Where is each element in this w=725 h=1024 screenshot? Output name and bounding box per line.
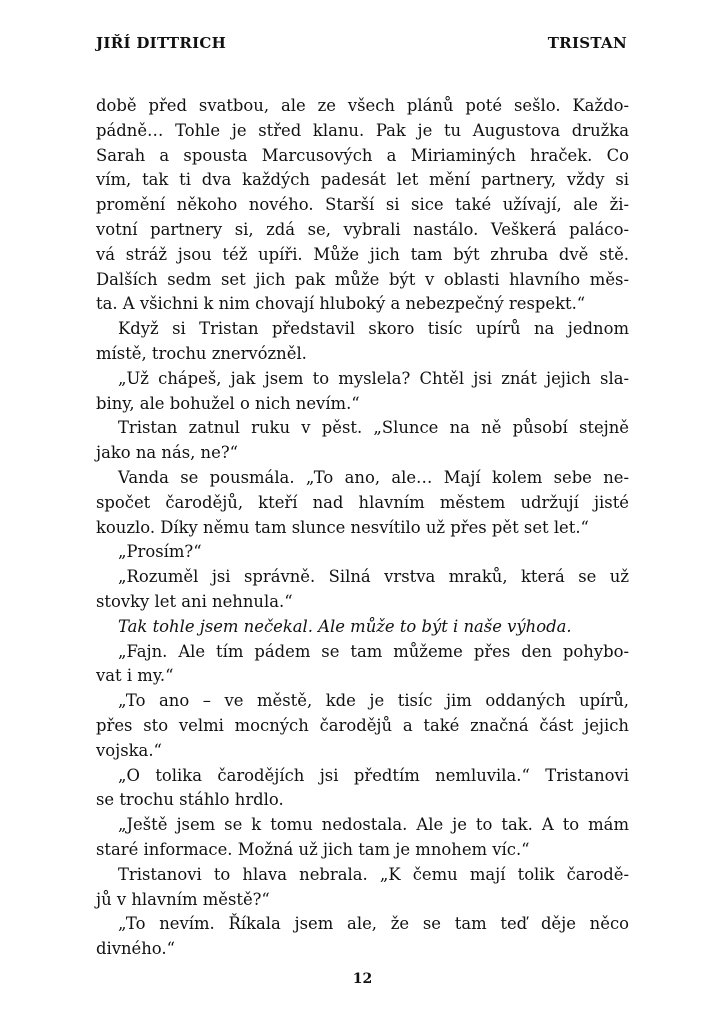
text-line: Tristanovi to hlava nebrala. „K čemu mají tolik čarodě- [118, 864, 629, 884]
text-line: „Prosím?“ [118, 542, 202, 562]
text-line: Dalších sedm set jich pak může být v oblasti hlavního měs- [96, 269, 629, 289]
text-line: Když si Tristan představil skoro tisíc upírů na jednom [118, 319, 629, 339]
text-line: ta. A všichni k nim chovají hluboký a nebezpečný respekt.“ [96, 294, 586, 314]
text-line: jako na nás, ne?“ [96, 443, 238, 463]
body-text [96, 94, 629, 962]
author-name: JIŘÍ DITTRICH [96, 34, 227, 52]
book-title: TRISTAN [547, 34, 627, 52]
text-line: „Ještě jsem se k tomu nedostala. Ale je to tak. A to mám [118, 815, 629, 835]
text-line: biny, ale bohužel o nich nevím.“ [96, 393, 360, 413]
text-line: „To ano – ve městě, kde je tisíc jim oddaných upírů, [118, 691, 629, 711]
text-line: se trochu stáhlo hrdlo. [96, 790, 284, 810]
page-number: 12 [352, 971, 373, 987]
text-line: staré informace. Možná už jich tam je mnohem víc.“ [96, 839, 530, 859]
text-line: „Už chápeš, jak jsem to myslela? Chtěl jsi znát jejich sla- [118, 368, 629, 388]
text-line: spočet čarodějů, kteří nad hlavním městem udržují jisté [96, 492, 629, 512]
text-line: vojska.“ [96, 740, 162, 760]
text-line: místě, trochu znervózněl. [96, 343, 307, 363]
text-line: vá stráž jsou též upíři. Může jich tam být zhruba dvě stě. [96, 244, 629, 264]
text-line: stovky let ani nehnula.“ [96, 591, 293, 611]
text-line: „Rozuměl jsi správně. Silná vrstva mraků, která se už [118, 567, 629, 587]
text-line: Tristan zatnul ruku v pěst. „Slunce na ně působí stejně [118, 418, 629, 438]
text-line: Sarah a spousta Marcusových a Miriaminých hraček. Co [96, 145, 629, 165]
text-line: votní partnery si, zdá se, vybrali nastálo. Veškerá paláco- [96, 219, 629, 239]
text-line: době před svatbou, ale ze všech plánů poté sešlo. Každo- [96, 96, 629, 115]
text-line: Vanda se pousmála. „To ano, ale… Mají kolem sebe ne- [118, 467, 629, 487]
text-line: „To nevím. Říkala jsem ale, že se tam teď děje něco [118, 914, 629, 934]
text-line: přes sto velmi mocných čarodějů a také značná část jejich [96, 715, 629, 735]
text-line: divného.“ [96, 939, 175, 959]
text-line: „O tolika čarodějích jsi předtím nemluvila.“ Tristanovi [118, 765, 629, 785]
text-line: kouzlo. Díky němu tam slunce nesvítilo už přes pět set let.“ [96, 517, 589, 537]
text-line: jů v hlavním městě?“ [96, 889, 270, 909]
text-line: vím, tak ti dva každých padesát let mění partnery, vždy si [96, 170, 629, 190]
text-line: promění někoho nového. Starší si sice také užívají, ale ži- [96, 195, 629, 215]
text-line: pádně… Tohle je střed klanu. Pak je tu Augustova družka [96, 120, 629, 140]
text-line: Tak tohle jsem nečekal. Ale může to být i naše výhoda. [118, 616, 572, 636]
text-line: vat i my.“ [96, 666, 174, 686]
text-line: „Fajn. Ale tím pádem se tam můžeme přes den pohybo- [118, 641, 629, 661]
